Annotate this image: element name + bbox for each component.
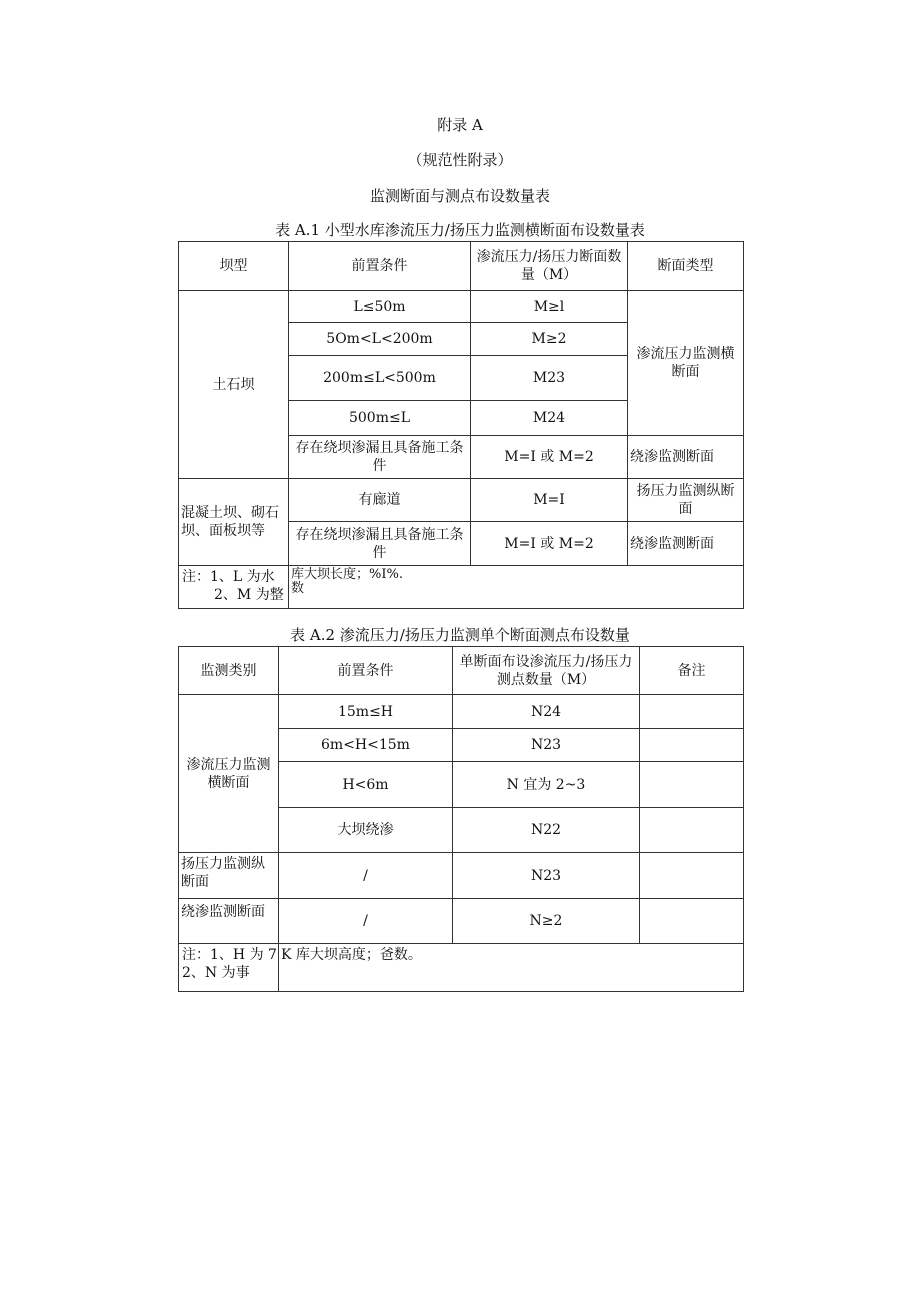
category-cell: 扬压力监测纵断面 [179,853,279,899]
table-a1 [178,241,744,609]
header-cell: 渗流压力/扬压力断面数量（M） [471,242,628,291]
appendix-label: 附录 A [437,116,483,134]
condition-cell: 200m≤L<500m [289,356,471,401]
count-cell: M23 [471,356,628,401]
table-row [179,853,744,899]
table-row [179,479,744,522]
note-line: 数 [291,581,305,596]
condition-cell: 15m≤H [279,695,453,729]
count-cell: M=I [471,479,628,522]
table-a2 [178,646,744,992]
condition-cell: 6m<H<15m [279,729,453,762]
category-cell: 渗流压力监测横断面 [179,695,279,853]
table-note-row [179,944,744,992]
header-cell: 前置条件 [279,647,453,695]
note-line: 2、N 为事 [182,965,250,981]
note-cell [179,944,279,992]
table-note-row [179,566,744,609]
condition-cell: H<6m [279,762,453,808]
count-cell: M≥2 [471,323,628,356]
table-row [179,291,744,323]
table-row [179,695,744,729]
count-cell: M=I 或 M=2 [471,436,628,479]
count-cell: N23 [453,729,640,762]
remark-cell [640,695,744,729]
condition-cell: 存在绕坝渗漏且具备施工条件 [289,522,471,566]
table1-caption: 表 A.1 小型水库渗流压力/扬压力监测横断面布设数量表 [275,221,645,239]
document-title: 监测断面与测点布设数量表 [369,187,550,205]
dam-type-cell: 土石坝 [179,291,289,479]
condition-cell: 有廊道 [289,479,471,522]
count-cell: N 宜为 2~3 [453,762,640,808]
note-continuation-cell [279,944,744,992]
dam-type-cell: 混凝土坝、砌石坝、面板坝等 [179,479,289,566]
table-header-row [179,647,744,695]
remark-cell [640,853,744,899]
note-line: 注：1、L 为水 [182,569,275,585]
condition-cell: / [279,899,453,944]
note-continuation-cell [289,566,744,609]
count-cell: M≥l [471,291,628,323]
header-cell: 监测类别 [179,647,279,695]
header-cell: 前置条件 [289,242,471,291]
count-cell: M24 [471,401,628,436]
remark-cell [640,762,744,808]
section-type-cell: 渗流压力监测横断面 [628,291,744,436]
table-header-row [179,242,744,291]
remark-cell [640,729,744,762]
count-cell: M=I 或 M=2 [471,522,628,566]
table-row [179,899,744,944]
note-line: K 库大坝高度；爸数。 [281,947,422,963]
normative-label: （规范性附录） [407,151,513,169]
section-type-cell: 扬压力监测纵断面 [628,479,744,522]
condition-cell: 5Om<L<200m [289,323,471,356]
note-line: 注：1、H 为 7 [182,947,277,963]
header-cell: 断面类型 [628,242,744,291]
section-type-cell: 绕渗监测断面 [628,436,744,479]
count-cell: N23 [453,853,640,899]
remark-cell [640,808,744,853]
condition-cell: 500m≤L [289,401,471,436]
count-cell: N24 [453,695,640,729]
condition-cell: / [279,853,453,899]
header-cell: 单断面布设渗流压力/扬压力测点数量（M） [453,647,640,695]
note-cell [179,566,289,609]
condition-cell: 大坝绕渗 [279,808,453,853]
header-cell: 坝型 [179,242,289,291]
count-cell: N22 [453,808,640,853]
category-cell: 绕渗监测断面 [179,899,279,944]
count-cell: N≥2 [453,899,640,944]
remark-cell [640,899,744,944]
condition-cell: L≤50m [289,291,471,323]
header-cell: 备注 [640,647,744,695]
table2-caption: 表 A.2 渗流压力/扬压力监测单个断面测点布设数量 [290,626,630,644]
section-type-cell: 绕渗监测断面 [628,522,744,566]
note-line: 2、M 为整 [214,587,284,603]
condition-cell: 存在绕坝渗漏且具备施工条件 [289,436,471,479]
note-line: 库大坝长度；%I%. [291,567,403,582]
